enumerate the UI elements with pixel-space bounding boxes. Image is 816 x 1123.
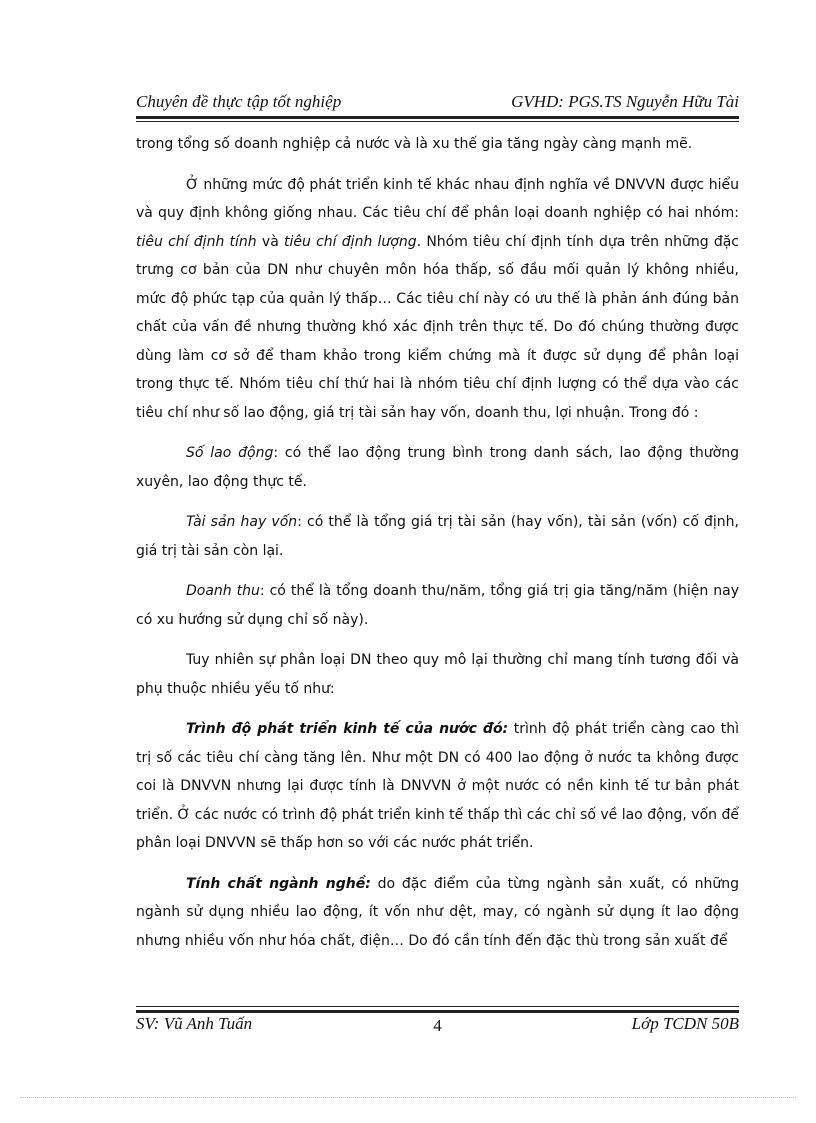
term-labor: Số lao động bbox=[186, 445, 274, 461]
term-qualitative: tiêu chí định tính bbox=[136, 233, 257, 250]
page-edge-dotted-line bbox=[20, 1097, 796, 1098]
paragraph-industry-text: do đặc điểm của từng ngành sản xuất, có những ngành sử dụng nhiều lao động, ít vốn như dệt, may, có ngành sử dụng ít lao động nhưng nhiều vốn như hóa chất, điện… Do đó cần tính đến đặc thù trong sản xuất để bbox=[136, 875, 739, 949]
paragraph-1: trong tổng số doanh nghiệp cả nước và là xu thế gia tăng ngày càng mạnh mẽ. bbox=[136, 136, 693, 152]
footer-student: SV: Vũ Anh Tuấn bbox=[136, 1014, 253, 1033]
paragraph-assets-text: : có thể là tổng giá trị tài sản (hay vốn), tài sản (vốn) cố định, giá trị tài sản còn lại. bbox=[136, 514, 739, 559]
paragraph-revenue-text: : có thể là tổng doanh thu/năm, tổng giá trị gia tăng/năm (hiện nay có xu hướng sử dụng chỉ số này). bbox=[136, 583, 740, 628]
header-rule-thin bbox=[136, 121, 739, 122]
paragraph-revenue bbox=[136, 577, 739, 634]
header-title: Chuyên đề thực tập tốt nghiệp bbox=[136, 92, 342, 111]
paragraph-development bbox=[136, 715, 739, 858]
term-assets: Tài sản hay vốn bbox=[186, 514, 298, 530]
paragraph-2-text-a: Ở những mức độ phát triển kinh tế khác nhau định nghĩa về DNVVN được hiểu và quy định không giống nhau. Các tiêu chí để phân loại doanh nghiệp có hai nhóm: bbox=[136, 176, 739, 221]
paragraph-6: Tuy nhiên sự phân loại DN theo quy mô lại thường chỉ mang tính tương đối và phụ thuộc nhiều yếu tố như: bbox=[136, 652, 739, 697]
paragraph-2-text-b: và bbox=[256, 233, 284, 250]
term-development-level: Trình độ phát triển kinh tế của nước đó: bbox=[186, 721, 509, 737]
page-header bbox=[136, 88, 739, 116]
page-number: 4 bbox=[433, 1016, 442, 1035]
paragraph-industry bbox=[136, 870, 739, 956]
term-industry: Tính chất ngành nghề: bbox=[186, 875, 371, 892]
footer-class: Lớp TCDN 50B bbox=[631, 1014, 739, 1033]
paragraph-2 bbox=[136, 171, 739, 428]
header-advisor: GVHD: PGS.TS Nguyễn Hữu Tài bbox=[511, 92, 739, 111]
paragraph-labor-text: : có thể lao động trung bình trong danh sách, lao động thường xuyên, lao động thực tế. bbox=[136, 445, 739, 490]
paragraph-assets bbox=[136, 508, 739, 565]
paragraph-development-text: trình độ phát triển càng cao thì trị số các tiêu chí càng tăng lên. Như một DN có 400 lao động ở nước ta không được coi là DNVVN nhưng lại được tính là DNVVN ở một nước có nền kinh tế tư bản phát triển. Ở các nước có trình độ phát triển kinh tế thấp thì các chỉ số về lao động, vốn để phân loại DNVVN sẽ thấp hơn so với các nước phát triển. bbox=[136, 721, 739, 851]
header-rule-thick bbox=[136, 116, 739, 119]
term-quantitative: tiêu chí định lượng bbox=[284, 233, 417, 250]
paragraph-labor bbox=[136, 439, 739, 496]
page-body bbox=[136, 130, 739, 967]
paragraph-2-text-c: . Nhóm tiêu chí định tính dựa trên những đặc trưng cơ bản của DN như chuyên môn hóa thấp, số đầu mối quản lý không nhiều, mức độ phức tạp của quản lý thấp… Các tiêu chí này có ưu thế là phản ánh đúng bản chất của vấn đề nhưng thường khó xác định trên thực tế. Do đó chúng thường được dùng làm cơ sở để tham khảo trong kiểm chứng mà ít được sử dụng để phân loại trong thực tế. Nhóm tiêu chí thứ hai là nhóm tiêu chí định lượng có thể dựa vào các tiêu chí như số lao động, giá trị tài sản hay vốn, doanh thu, lợi nhuận. Trong đó : bbox=[136, 233, 739, 421]
page-footer bbox=[136, 1012, 739, 1042]
footer-rule-thin bbox=[136, 1006, 739, 1007]
term-revenue: Doanh thu bbox=[186, 583, 260, 599]
